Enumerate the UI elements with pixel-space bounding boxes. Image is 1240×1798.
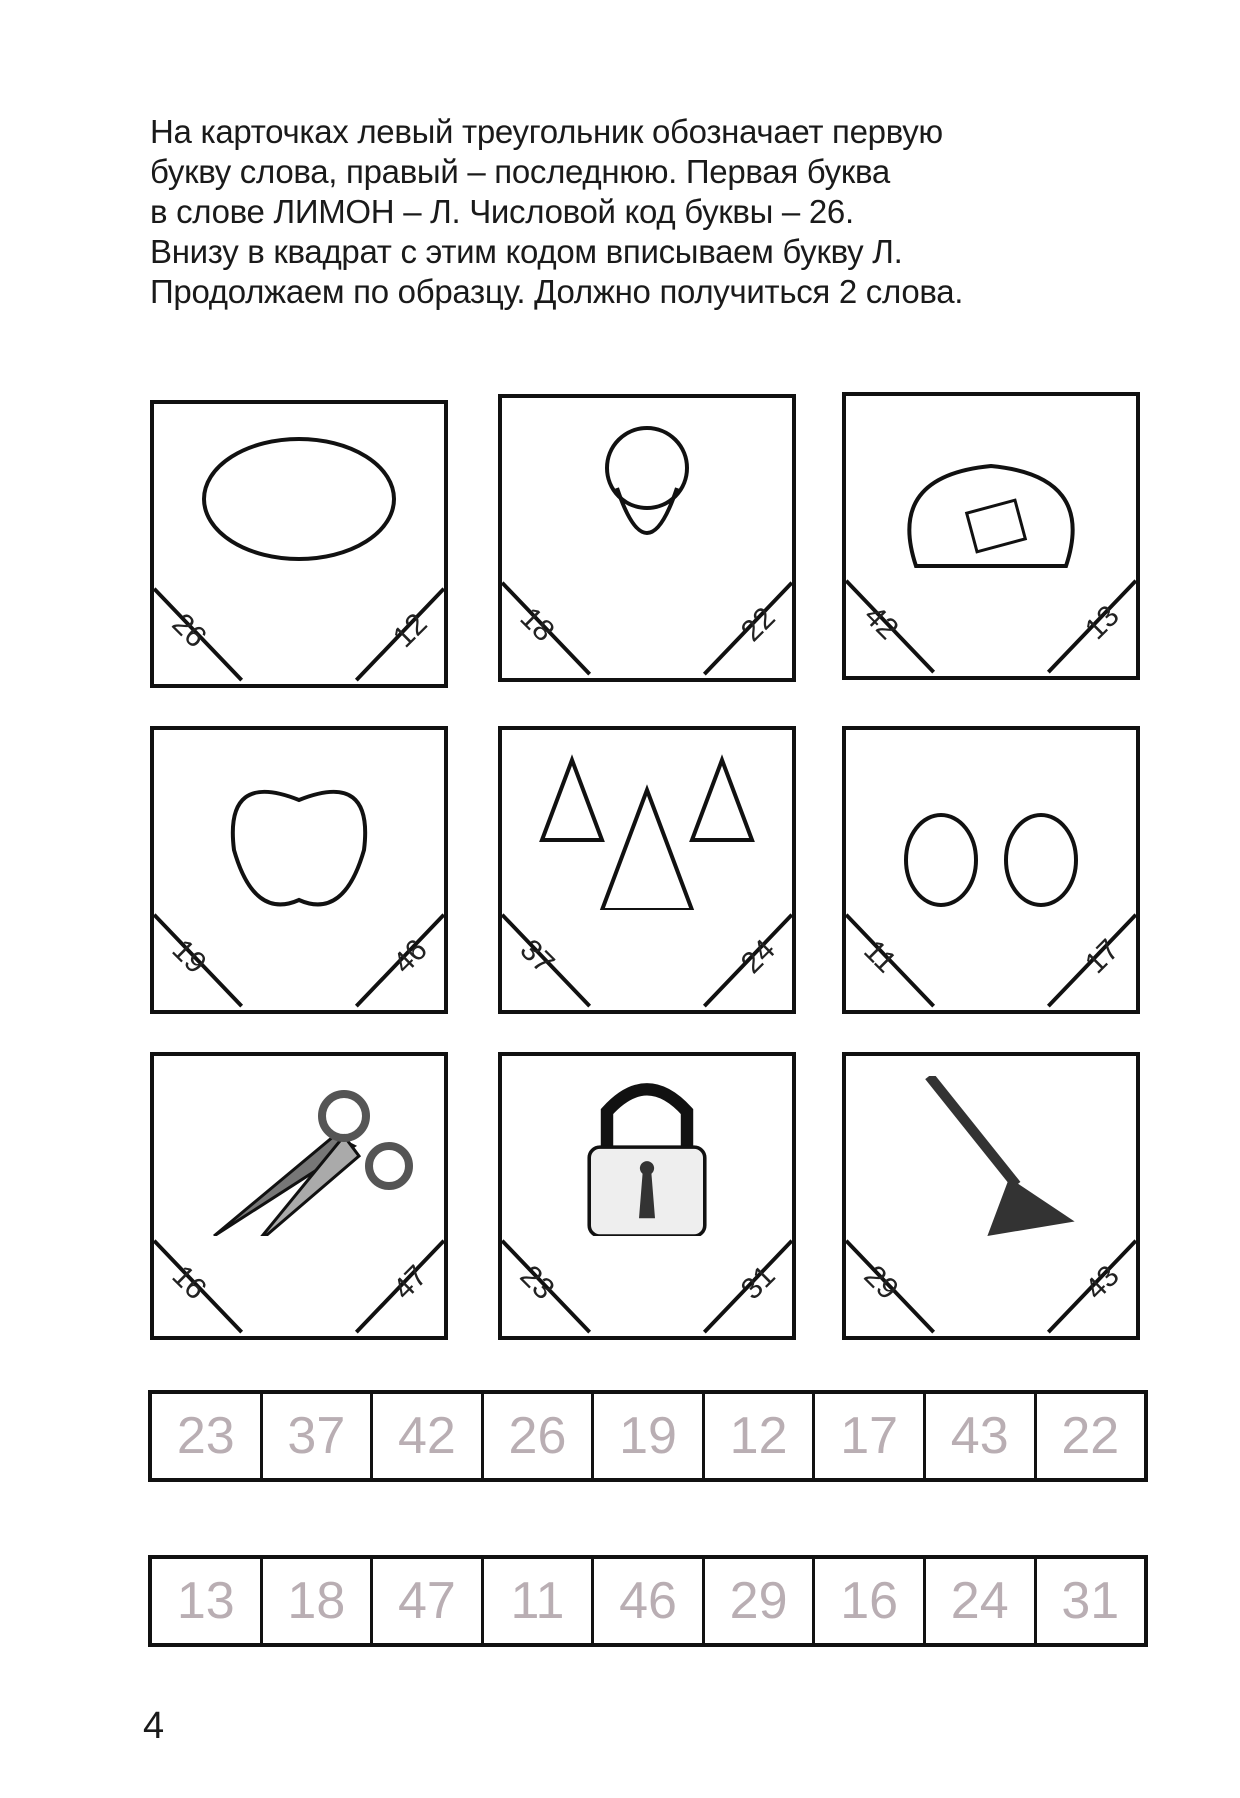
instruction-line: Продолжаем по образцу. Должно получиться 2 слова.	[150, 273, 964, 310]
answer-cell[interactable]: 17	[815, 1394, 926, 1478]
answer-cell[interactable]: 16	[815, 1559, 926, 1643]
answer-row-1	[148, 1390, 1148, 1482]
instruction-line: в слове ЛИМОН – Л. Числовой код буквы – 26.	[150, 193, 854, 230]
answer-row-2	[148, 1555, 1148, 1647]
sack-icon	[876, 416, 1106, 576]
card-fir-trees	[498, 726, 796, 1014]
rose-icon	[532, 418, 762, 578]
right-code: 43	[1078, 1259, 1126, 1307]
card-lemon	[150, 400, 448, 688]
right-code: 24	[734, 933, 782, 981]
card-sack	[842, 392, 1140, 680]
left-code: 26	[165, 607, 213, 655]
left-code: 23	[513, 1259, 561, 1307]
padlock-icon	[532, 1076, 762, 1236]
left-code: 42	[857, 599, 905, 647]
left-code: 18	[513, 601, 561, 649]
answer-cell[interactable]: 31	[1061, 1572, 1120, 1630]
card-acorns	[842, 726, 1140, 1014]
right-code: 46	[386, 933, 434, 981]
card-scissors	[150, 1052, 448, 1340]
card-rose	[498, 394, 796, 682]
broom-icon	[876, 1076, 1106, 1236]
right-code: 17	[1078, 933, 1126, 981]
acorns-icon	[876, 750, 1106, 910]
right-code: 47	[386, 1259, 434, 1307]
left-code: 11	[857, 933, 903, 980]
answer-cell[interactable]: 19	[594, 1394, 705, 1478]
instruction-line: На карточках левый треугольник обозначает первую	[150, 113, 943, 150]
card-padlock	[498, 1052, 796, 1340]
scissors-icon	[184, 1076, 414, 1236]
answer-cell[interactable]: 43	[926, 1394, 1037, 1478]
answer-cell[interactable]: 22	[1061, 1407, 1120, 1465]
answer-cell[interactable]: 23	[152, 1394, 263, 1478]
instruction-line: Внизу в квадрат с этим кодом вписываем букву Л.	[150, 233, 903, 270]
apple-icon	[184, 750, 414, 910]
left-code: 29	[857, 1259, 905, 1307]
left-code: 16	[165, 1259, 213, 1307]
answer-cell[interactable]: 12	[705, 1394, 816, 1478]
right-code: 12	[386, 607, 434, 655]
lemon-icon	[184, 424, 414, 584]
answer-cell[interactable]: 46	[594, 1559, 705, 1643]
left-code: 37	[513, 933, 561, 981]
left-code: 19	[165, 933, 213, 981]
right-code: 31	[734, 1259, 782, 1307]
fir-trees-icon	[532, 750, 762, 910]
answer-cell[interactable]: 42	[373, 1394, 484, 1478]
instructions-text	[150, 112, 1145, 312]
answer-cell[interactable]: 26	[484, 1394, 595, 1478]
answer-cell[interactable]: 24	[926, 1559, 1037, 1643]
page-number: 4	[143, 1705, 165, 1747]
card-broom	[842, 1052, 1140, 1340]
answer-cell[interactable]: 11	[484, 1559, 595, 1643]
answer-cell[interactable]: 18	[263, 1559, 374, 1643]
instruction-line: букву слова, правый – последнюю. Первая буква	[150, 153, 890, 190]
answer-cell[interactable]: 47	[373, 1559, 484, 1643]
answer-cell[interactable]: 29	[705, 1559, 816, 1643]
answer-cell[interactable]: 37	[263, 1394, 374, 1478]
right-code: 13	[1078, 599, 1126, 647]
answer-cell[interactable]: 13	[152, 1559, 263, 1643]
right-code: 22	[734, 601, 782, 649]
card-apple	[150, 726, 448, 1014]
